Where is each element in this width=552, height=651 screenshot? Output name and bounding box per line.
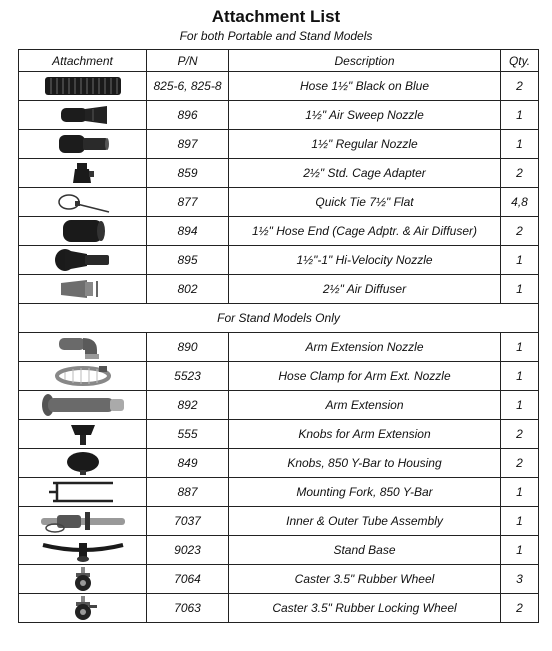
part-number: 877 <box>147 188 229 217</box>
header-description: Description <box>229 50 501 72</box>
part-description: Inner & Outer Tube Assembly <box>229 507 501 536</box>
attachment-image-cell <box>19 536 147 565</box>
part-qty: 2 <box>501 420 539 449</box>
part-number: 7064 <box>147 565 229 594</box>
part-description: Quick Tie 7½" Flat <box>229 188 501 217</box>
attachment-image-cell <box>19 72 147 101</box>
table-row <box>19 275 539 304</box>
table-row <box>19 507 539 536</box>
part-number: 887 <box>147 478 229 507</box>
part-qty: 1 <box>501 507 539 536</box>
part-qty: 2 <box>501 217 539 246</box>
attachment-image-cell <box>19 449 147 478</box>
page-subtitle: For both Portable and Stand Models <box>179 29 373 43</box>
part-qty: 1 <box>501 391 539 420</box>
part-number: 825-6, 825-8 <box>147 72 229 101</box>
table-header-row <box>19 50 539 72</box>
part-qty: 1 <box>501 275 539 304</box>
corrugated-hose-icon <box>44 74 122 98</box>
part-description: Hose Clamp for Arm Ext. Nozzle <box>229 362 501 391</box>
table-row <box>19 449 539 478</box>
part-qty: 1 <box>501 478 539 507</box>
table-row <box>19 420 539 449</box>
part-description: Caster 3.5" Rubber Wheel <box>229 565 501 594</box>
attachment-image-cell <box>19 159 147 188</box>
part-qty: 2 <box>501 72 539 101</box>
table-row <box>19 130 539 159</box>
part-description: 1½"-1" Hi-Velocity Nozzle <box>229 246 501 275</box>
part-description: 1½" Air Sweep Nozzle <box>229 101 501 130</box>
page-title: Attachment List <box>211 7 341 26</box>
table-row <box>19 217 539 246</box>
cage-adapter-icon <box>63 161 103 185</box>
part-qty: 1 <box>501 362 539 391</box>
locking-caster-icon <box>65 595 101 621</box>
part-description: 2½" Std. Cage Adapter <box>229 159 501 188</box>
part-description: Knobs, 850 Y-Bar to Housing <box>229 449 501 478</box>
part-number: 890 <box>147 333 229 362</box>
hose-clamp-icon <box>51 364 115 388</box>
table-row <box>19 478 539 507</box>
attachment-image-cell <box>19 594 147 623</box>
cable-tie-icon <box>53 190 113 214</box>
part-qty: 1 <box>501 333 539 362</box>
part-number: 859 <box>147 159 229 188</box>
part-qty: 1 <box>501 130 539 159</box>
attachment-image-cell <box>19 217 147 246</box>
caster-wheel-icon <box>65 566 101 592</box>
part-description: Knobs for Arm Extension <box>229 420 501 449</box>
attachment-image-cell <box>19 130 147 159</box>
part-number: 892 <box>147 391 229 420</box>
table-row <box>19 391 539 420</box>
part-description: 2½" Air Diffuser <box>229 275 501 304</box>
table-row <box>19 536 539 565</box>
part-number: 849 <box>147 449 229 478</box>
part-number: 896 <box>147 101 229 130</box>
part-description: Arm Extension Nozzle <box>229 333 501 362</box>
air-diffuser-icon <box>53 277 113 301</box>
part-description: Arm Extension <box>229 391 501 420</box>
part-number: 802 <box>147 275 229 304</box>
elbow-nozzle-icon <box>53 334 113 360</box>
part-description: Stand Base <box>229 536 501 565</box>
attachment-image-cell <box>19 246 147 275</box>
part-number: 895 <box>147 246 229 275</box>
attachment-image-cell <box>19 188 147 217</box>
attachment-image-cell <box>19 507 147 536</box>
table-row <box>19 246 539 275</box>
attachment-image-cell <box>19 333 147 362</box>
arm-extension-icon <box>38 392 128 418</box>
part-number: 555 <box>147 420 229 449</box>
part-description: 1½" Regular Nozzle <box>229 130 501 159</box>
part-qty: 2 <box>501 594 539 623</box>
air-sweep-nozzle-icon <box>53 103 113 127</box>
part-number: 9023 <box>147 536 229 565</box>
part-description: Mounting Fork, 850 Y-Bar <box>229 478 501 507</box>
part-description: Caster 3.5" Rubber Locking Wheel <box>229 594 501 623</box>
part-qty: 4,8 <box>501 188 539 217</box>
hose-end-icon <box>53 218 113 244</box>
part-number: 7063 <box>147 594 229 623</box>
part-qty: 3 <box>501 565 539 594</box>
section-row <box>19 304 539 333</box>
attachment-image-cell <box>19 565 147 594</box>
tube-assembly-icon <box>35 508 131 534</box>
part-number: 5523 <box>147 362 229 391</box>
part-qty: 1 <box>501 101 539 130</box>
table-row <box>19 362 539 391</box>
table-row <box>19 188 539 217</box>
header-pn: P/N <box>147 50 229 72</box>
part-qty: 1 <box>501 246 539 275</box>
mounting-fork-icon <box>43 479 123 505</box>
table-row <box>19 159 539 188</box>
attachment-image-cell <box>19 362 147 391</box>
section-label: For Stand Models Only <box>19 304 539 333</box>
attachment-image-cell <box>19 391 147 420</box>
table-row <box>19 594 539 623</box>
stand-base-icon <box>35 537 131 563</box>
regular-nozzle-icon <box>53 132 113 156</box>
table-row <box>19 565 539 594</box>
part-description: Hose 1½" Black on Blue <box>229 72 501 101</box>
part-qty: 1 <box>501 536 539 565</box>
attachment-image-cell <box>19 275 147 304</box>
part-number: 894 <box>147 217 229 246</box>
table-row <box>19 72 539 101</box>
knob-icon <box>63 422 103 446</box>
part-description: 1½" Hose End (Cage Adptr. & Air Diffuser) <box>229 217 501 246</box>
round-knob-icon <box>63 450 103 476</box>
part-number: 897 <box>147 130 229 159</box>
attachment-image-cell <box>19 420 147 449</box>
header-attachment: Attachment <box>19 50 147 72</box>
part-qty: 2 <box>501 449 539 478</box>
attachment-table <box>18 49 539 623</box>
part-number: 7037 <box>147 507 229 536</box>
table-row <box>19 333 539 362</box>
header-qty: Qty. <box>501 50 539 72</box>
part-qty: 2 <box>501 159 539 188</box>
table-row <box>19 101 539 130</box>
attachment-image-cell <box>19 101 147 130</box>
hi-velocity-nozzle-icon <box>51 247 115 273</box>
attachment-image-cell <box>19 478 147 507</box>
